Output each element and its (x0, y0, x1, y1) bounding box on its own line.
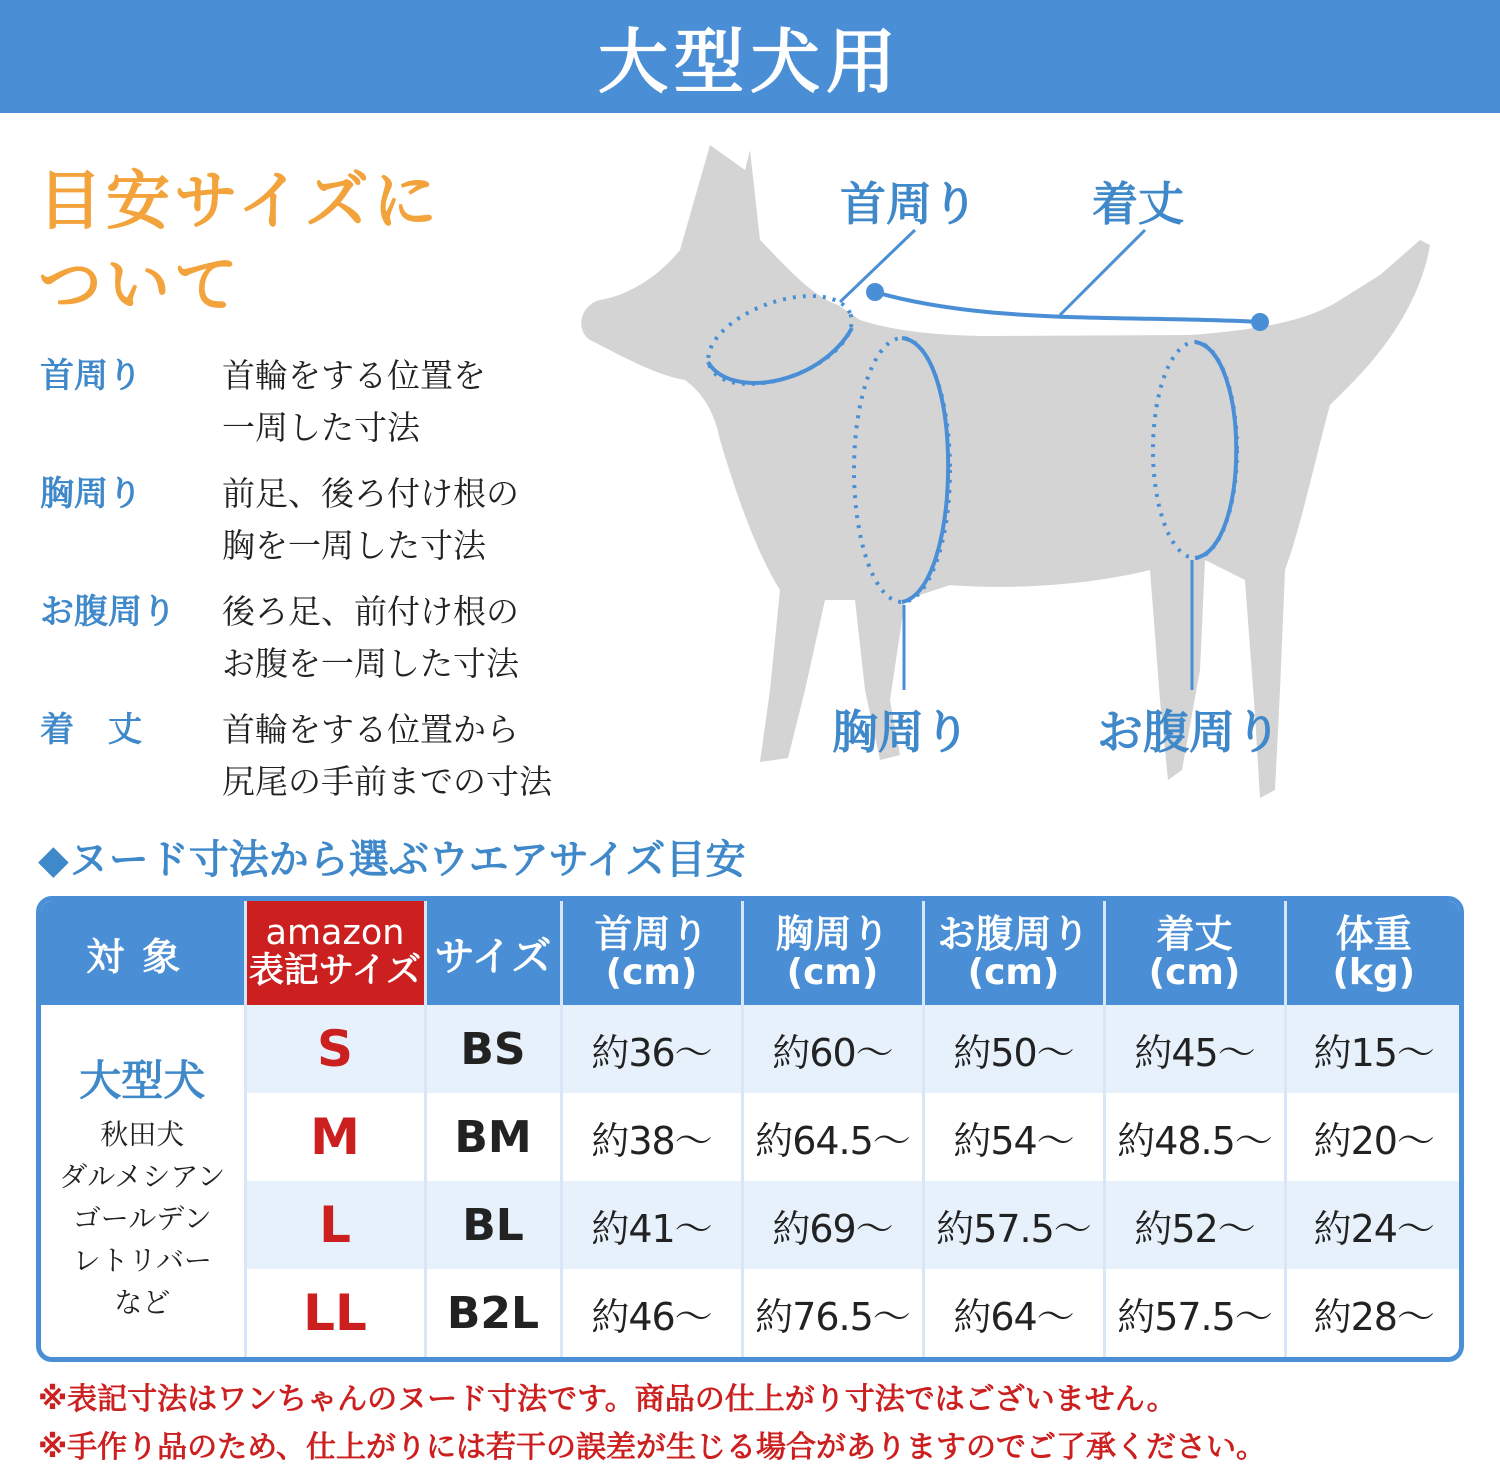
header-size: サイズ (425, 901, 561, 1005)
header-length (1104, 901, 1285, 1005)
definition-line: 首輪をする位置を (222, 356, 486, 395)
weight-cell: 約20〜 (1285, 1093, 1461, 1181)
intro-title-line1: 目安サイズに (38, 165, 441, 239)
amazon-size-cell: L (245, 1181, 425, 1269)
section-heading: ◆ヌード寸法から選ぶウエアサイズ目安 (38, 837, 746, 883)
amazon-size-cell: M (245, 1093, 425, 1181)
definition-description (222, 468, 519, 572)
chest-cell: 約60〜 (742, 1005, 923, 1093)
definition-term: 首周り (40, 356, 142, 396)
intro-title (38, 160, 441, 328)
length-cell: 約45〜 (1104, 1005, 1285, 1093)
length-cell: 約57.5〜 (1104, 1269, 1285, 1357)
table-row (41, 1269, 1461, 1357)
table-row (41, 1181, 1461, 1269)
intro-title-line2: ついて (38, 249, 242, 323)
belly-cell: 約50〜 (923, 1005, 1104, 1093)
size-cell: BL (425, 1181, 561, 1269)
length-end-dot (1251, 313, 1269, 331)
weight-cell: 約15〜 (1285, 1005, 1461, 1093)
belly-cell: 約54〜 (923, 1093, 1104, 1181)
length-cell: 約48.5〜 (1104, 1093, 1285, 1181)
header-belly-unit: (cm) (967, 952, 1060, 993)
dog-illustration (570, 130, 1500, 830)
definition-line: 首輪をする位置から (222, 710, 519, 749)
dog-silhouette (581, 145, 1430, 798)
definition-description (222, 704, 552, 808)
target-breed: ゴールデン (72, 1202, 212, 1235)
definition-length (40, 704, 640, 808)
header-amazon-line1: amazon (265, 913, 405, 953)
definition-term: お腹周り (40, 592, 176, 632)
belly-cell: 約64〜 (923, 1269, 1104, 1357)
header-banner (0, 0, 1500, 113)
chest-cell: 約69〜 (742, 1181, 923, 1269)
header-weight-unit: (kg) (1332, 952, 1416, 993)
note-line: ※表記寸法はワンちゃんのヌード寸法です。商品の仕上がり寸法ではございません。 (38, 1382, 1177, 1417)
header-belly (923, 901, 1104, 1005)
size-cell: B2L (425, 1269, 561, 1357)
definition-line: お腹を一周した寸法 (222, 644, 519, 683)
target-main: 大型犬 (79, 1056, 206, 1105)
belly-cell: 約57.5〜 (923, 1181, 1104, 1269)
target-breed: レトリバー (72, 1244, 212, 1277)
table-header-row (41, 901, 1461, 1005)
target-breed: ダルメシアン (59, 1160, 226, 1193)
size-cell: BM (425, 1093, 561, 1181)
length-start-dot (866, 283, 884, 301)
header-chest-unit: (cm) (786, 952, 879, 993)
definition-line: 前足、後ろ付け根の (222, 474, 519, 513)
header-chest (742, 901, 923, 1005)
header-weight (1285, 901, 1461, 1005)
definition-chest (40, 468, 640, 572)
header-length-unit: (cm) (1148, 952, 1241, 993)
header-neck-label: 首周り (594, 912, 709, 956)
definition-line: 一周した寸法 (222, 408, 420, 447)
diagram-label-length: 着丈 (1092, 177, 1184, 231)
definition-belly (40, 586, 640, 690)
diagram-label-chest: 胸周り (832, 705, 970, 759)
definition-term: 着 丈 (40, 710, 142, 750)
header-length-label: 着丈 (1156, 912, 1233, 956)
size-table (36, 896, 1464, 1362)
header-target: 対象 (41, 901, 245, 1005)
amazon-size-cell: S (245, 1005, 425, 1093)
dog-measurement-diagram (570, 130, 1500, 830)
length-cell: 約52〜 (1104, 1181, 1285, 1269)
table-row (41, 1093, 1461, 1181)
notes (38, 1376, 1266, 1472)
neck-cell: 約46〜 (561, 1269, 742, 1357)
definition-line: 尻尾の手前までの寸法 (222, 762, 552, 801)
weight-cell: 約28〜 (1285, 1269, 1461, 1357)
chest-cell: 約76.5〜 (742, 1269, 923, 1357)
header-neck (561, 901, 742, 1005)
diagram-label-belly: お腹周り (1097, 705, 1281, 759)
header-weight-label: 体重 (1335, 912, 1412, 956)
weight-cell: 約24〜 (1285, 1181, 1461, 1269)
target-cell (41, 1005, 245, 1357)
header-amazon-line2: 表記サイズ (248, 951, 422, 991)
target-breed: 秋田犬 (100, 1118, 185, 1151)
neck-cell: 約38〜 (561, 1093, 742, 1181)
note-line: ※手作り品のため、仕上がりには若干の誤差が生じる場合がありますのでご了承ください。 (38, 1430, 1266, 1465)
definition-line: 後ろ足、前付け根の (222, 592, 519, 631)
neck-cell: 約41〜 (561, 1181, 742, 1269)
diagram-label-neck: 首周り (840, 177, 978, 231)
header-belly-label: お腹周り (937, 912, 1090, 956)
target-breed: など (114, 1286, 171, 1319)
header-neck-unit: (cm) (605, 952, 698, 993)
banner-title: 大型犬用 (598, 21, 902, 103)
amazon-size-cell: LL (245, 1269, 425, 1357)
definition-description (222, 350, 486, 454)
size-cell: BS (425, 1005, 561, 1093)
table-row (41, 1005, 1461, 1093)
chest-cell: 約64.5〜 (742, 1093, 923, 1181)
definition-description (222, 586, 519, 690)
definition-neck (40, 350, 640, 454)
definition-line: 胸を一周した寸法 (222, 526, 486, 565)
length-leader (1060, 230, 1145, 315)
header-chest-label: 胸周り (775, 912, 890, 956)
header-amazon-size (245, 901, 425, 1005)
definition-list (40, 350, 640, 822)
definition-term: 胸周り (40, 474, 142, 514)
neck-cell: 約36〜 (561, 1005, 742, 1093)
